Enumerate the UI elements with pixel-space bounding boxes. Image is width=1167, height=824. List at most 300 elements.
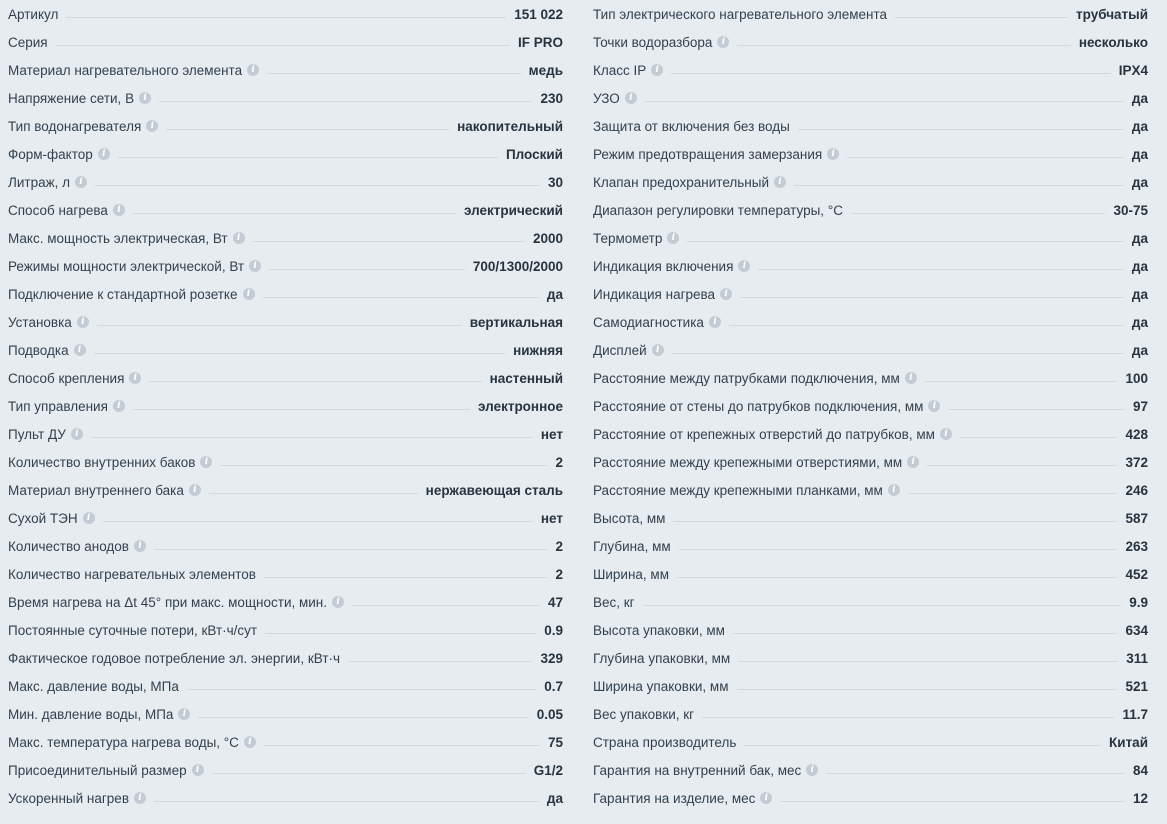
spec-label-text: Расстояние от стены до патрубков подключения, мм xyxy=(593,398,924,414)
spec-value: 2 xyxy=(555,538,563,554)
leader-line xyxy=(91,437,533,438)
spec-label-text: Дисплей xyxy=(593,342,647,358)
info-icon[interactable]: i xyxy=(651,64,663,76)
leader-line xyxy=(263,297,539,298)
spec-label-text: Термометр xyxy=(593,230,663,246)
spec-label xyxy=(8,371,141,386)
spec-value: G1/2 xyxy=(533,762,563,778)
info-icon[interactable]: i xyxy=(129,372,141,384)
spec-label xyxy=(8,343,86,358)
spec-row xyxy=(8,756,563,784)
spec-label xyxy=(8,791,146,806)
spec-label-text: Количество нагревательных элементов xyxy=(8,566,256,582)
leader-line xyxy=(758,269,1124,270)
leader-line xyxy=(645,101,1124,102)
info-icon[interactable]: i xyxy=(928,400,940,412)
spec-label xyxy=(593,147,839,162)
spec-label xyxy=(8,287,255,302)
leader-line xyxy=(94,353,505,354)
spec-label-text: Тип электрического нагревательного элемента xyxy=(593,6,888,22)
info-icon[interactable]: i xyxy=(71,428,83,440)
spec-row xyxy=(8,420,563,448)
leader-line xyxy=(352,605,540,606)
spec-label xyxy=(8,259,261,274)
spec-label xyxy=(8,119,158,134)
leader-line xyxy=(794,185,1124,186)
spec-value: да xyxy=(1131,314,1148,330)
spec-value: IPX4 xyxy=(1118,62,1148,78)
spec-row xyxy=(593,420,1148,448)
spec-row xyxy=(8,392,563,420)
spec-label-text: Фактическое годовое потребление эл. энергии, кВт·ч xyxy=(8,650,341,666)
spec-label xyxy=(593,651,730,666)
spec-row xyxy=(593,532,1148,560)
leader-line xyxy=(97,325,462,326)
spec-row xyxy=(593,448,1148,476)
spec-value: да xyxy=(1131,118,1148,134)
spec-row xyxy=(593,196,1148,224)
spec-value: да xyxy=(1131,230,1148,246)
info-icon[interactable]: i xyxy=(709,316,721,328)
spec-label xyxy=(8,63,259,78)
info-icon[interactable]: i xyxy=(667,232,679,244)
spec-row xyxy=(8,700,563,728)
spec-label xyxy=(8,91,151,106)
spec-label-text: Индикация включения xyxy=(593,258,734,274)
spec-row xyxy=(8,672,563,700)
spec-row xyxy=(8,56,563,84)
info-icon[interactable]: i xyxy=(827,148,839,160)
spec-label-text: Защита от включения без воды xyxy=(593,118,790,134)
leader-line xyxy=(267,73,521,74)
spec-label-text: Способ нагрева xyxy=(8,202,108,218)
spec-label xyxy=(8,623,257,638)
spec-label xyxy=(8,231,245,246)
info-icon[interactable]: i xyxy=(134,540,146,552)
leader-line xyxy=(265,633,536,634)
leader-line xyxy=(643,605,1122,606)
spec-value: да xyxy=(1131,258,1148,274)
spec-row xyxy=(8,196,563,224)
leader-line xyxy=(159,101,532,102)
spec-row xyxy=(8,0,563,28)
spec-label-text: Макс. давление воды, МПа xyxy=(8,678,179,694)
spec-label xyxy=(593,91,637,106)
spec-label xyxy=(8,679,179,694)
leader-line xyxy=(154,801,539,802)
spec-label-text: Тип водонагревателя xyxy=(8,118,142,134)
leader-line xyxy=(66,17,506,18)
spec-value: настенный xyxy=(489,370,563,386)
spec-label-text: Материал нагревательного элемента xyxy=(8,62,243,78)
spec-label xyxy=(593,763,818,778)
spec-label xyxy=(593,343,664,358)
info-icon[interactable]: i xyxy=(888,484,900,496)
info-icon[interactable]: i xyxy=(200,456,212,468)
spec-value: несколько xyxy=(1078,34,1148,50)
spec-label xyxy=(593,735,736,750)
spec-label-text: Режим предотвращения замерзания xyxy=(593,146,823,162)
spec-value: нет xyxy=(540,510,563,526)
spec-row xyxy=(593,644,1148,672)
spec-label xyxy=(8,595,344,610)
spec-value: 47 xyxy=(547,594,563,610)
spec-row xyxy=(593,756,1148,784)
spec-value: 75 xyxy=(547,734,563,750)
spec-value: 634 xyxy=(1125,622,1148,638)
spec-row xyxy=(8,476,563,504)
spec-value: 151 022 xyxy=(514,6,563,22)
spec-row xyxy=(593,252,1148,280)
info-icon[interactable]: i xyxy=(244,736,256,748)
spec-label-text: Макс. температура нагрева воды, °С xyxy=(8,734,239,750)
spec-label xyxy=(593,455,919,470)
info-icon[interactable]: i xyxy=(113,400,125,412)
spec-label xyxy=(8,651,340,666)
info-icon[interactable]: i xyxy=(189,484,201,496)
spec-label xyxy=(8,483,201,498)
info-icon[interactable]: i xyxy=(760,792,772,804)
info-icon[interactable]: i xyxy=(113,204,125,216)
leader-line xyxy=(740,297,1124,298)
spec-row xyxy=(8,532,563,560)
spec-value: Плоский xyxy=(505,146,563,162)
spec-value: 12 xyxy=(1132,790,1148,806)
leader-line xyxy=(166,129,449,130)
spec-value: вертикальная xyxy=(469,314,563,330)
spec-label xyxy=(593,259,750,274)
spec-row xyxy=(8,112,563,140)
spec-label xyxy=(8,763,204,778)
spec-label xyxy=(593,427,952,442)
leader-line xyxy=(738,661,1118,662)
spec-row xyxy=(593,588,1148,616)
spec-label xyxy=(593,63,663,78)
spec-value: IF PRO xyxy=(517,34,563,50)
info-icon[interactable]: i xyxy=(907,456,919,468)
spec-value: да xyxy=(1131,342,1148,358)
spec-label xyxy=(593,679,729,694)
spec-label-text: Глубина, мм xyxy=(593,538,671,554)
spec-row xyxy=(593,280,1148,308)
spec-label-text: Сухой ТЭН xyxy=(8,510,78,526)
spec-value: 100 xyxy=(1125,370,1148,386)
leader-line xyxy=(729,325,1124,326)
leader-line xyxy=(733,633,1118,634)
spec-value: 2 xyxy=(555,454,563,470)
info-icon[interactable]: i xyxy=(146,120,158,132)
spec-row xyxy=(8,784,563,812)
spec-value: 0.05 xyxy=(536,706,563,722)
info-icon[interactable]: i xyxy=(717,36,729,48)
spec-label-text: Точки водоразбора xyxy=(593,34,713,50)
spec-label xyxy=(8,455,212,470)
spec-value: электрический xyxy=(464,202,563,218)
spec-label xyxy=(8,315,89,330)
spec-row xyxy=(8,616,563,644)
info-icon[interactable]: i xyxy=(652,344,664,356)
spec-value: 0.9 xyxy=(544,622,563,638)
spec-value: да xyxy=(546,286,563,302)
spec-value: медь xyxy=(528,62,563,78)
spec-value: да xyxy=(1131,146,1148,162)
spec-value: да xyxy=(546,790,563,806)
info-icon[interactable]: i xyxy=(332,596,344,608)
spec-label-text: Глубина упаковки, мм xyxy=(593,650,731,666)
spec-row xyxy=(8,644,563,672)
spec-label xyxy=(8,539,146,554)
spec-row xyxy=(8,448,563,476)
spec-value: трубчатый xyxy=(1076,6,1148,22)
spec-row xyxy=(8,28,563,56)
spec-label xyxy=(8,203,125,218)
spec-label-text: Мин. давление воды, МПа xyxy=(8,706,174,722)
spec-row xyxy=(593,392,1148,420)
spec-value: 263 xyxy=(1125,538,1148,554)
spec-row xyxy=(593,0,1148,28)
leader-line xyxy=(737,689,1118,690)
leader-line xyxy=(925,381,1118,382)
spec-row xyxy=(8,84,563,112)
info-icon[interactable]: i xyxy=(625,92,637,104)
spec-row xyxy=(8,224,563,252)
spec-value: 2 xyxy=(555,566,563,582)
spec-label xyxy=(8,567,256,582)
leader-line xyxy=(264,577,548,578)
spec-label xyxy=(8,175,87,190)
spec-label xyxy=(8,7,58,22)
spec-label-text: Высота упаковки, мм xyxy=(593,622,725,638)
spec-row xyxy=(8,728,563,756)
info-icon[interactable]: i xyxy=(74,344,86,356)
info-icon[interactable]: i xyxy=(243,288,255,300)
spec-value: 700/1300/2000 xyxy=(472,258,563,274)
leader-line xyxy=(348,661,532,662)
spec-value: 246 xyxy=(1125,482,1148,498)
info-icon[interactable]: i xyxy=(139,92,151,104)
leader-line xyxy=(269,269,465,270)
spec-label xyxy=(593,119,790,134)
spec-label xyxy=(8,511,95,526)
spec-row xyxy=(593,616,1148,644)
spec-label xyxy=(593,35,729,50)
spec-row xyxy=(593,504,1148,532)
leader-line xyxy=(118,157,498,158)
spec-label-text: Индикация нагрева xyxy=(593,286,716,302)
spec-label xyxy=(593,203,843,218)
leader-line xyxy=(847,157,1124,158)
spec-label xyxy=(593,539,671,554)
info-icon[interactable]: i xyxy=(75,176,87,188)
leader-line xyxy=(780,801,1125,802)
spec-row xyxy=(593,28,1148,56)
spec-label-text: Тип управления xyxy=(8,398,108,414)
spec-label xyxy=(593,231,679,246)
spec-label-text: Ширина упаковки, мм xyxy=(593,678,729,694)
spec-label xyxy=(593,623,725,638)
spec-row xyxy=(593,364,1148,392)
spec-label-text: Режимы мощности электрической, Вт xyxy=(8,258,245,274)
spec-label-text: Гарантия на изделие, мес xyxy=(593,790,756,806)
spec-label-text: Время нагрева на Δt 45° при макс. мощности, мин. xyxy=(8,594,328,610)
specs-column-right xyxy=(593,0,1148,812)
spec-label xyxy=(8,427,83,442)
spec-label-text: Напряжение сети, В xyxy=(8,90,135,106)
spec-value: нержавеющая сталь xyxy=(425,482,563,498)
spec-value: 230 xyxy=(540,90,563,106)
specs-column-left xyxy=(8,0,563,812)
spec-label-text: Макс. мощность электрическая, Вт xyxy=(8,230,228,246)
leader-line xyxy=(895,17,1068,18)
spec-row xyxy=(593,336,1148,364)
spec-value: 372 xyxy=(1125,454,1148,470)
leader-line xyxy=(908,493,1118,494)
spec-row xyxy=(593,672,1148,700)
spec-label xyxy=(593,7,887,22)
info-icon[interactable]: i xyxy=(178,708,190,720)
spec-row xyxy=(593,224,1148,252)
spec-label xyxy=(593,511,665,526)
spec-label xyxy=(8,147,110,162)
info-icon[interactable]: i xyxy=(806,764,818,776)
spec-value: 452 xyxy=(1125,566,1148,582)
info-icon[interactable]: i xyxy=(249,260,261,272)
spec-label-text: Серия xyxy=(8,34,48,50)
spec-label xyxy=(593,595,635,610)
spec-value: нижняя xyxy=(513,342,563,358)
spec-row xyxy=(593,476,1148,504)
leader-line xyxy=(826,773,1125,774)
spec-row xyxy=(593,112,1148,140)
spec-row xyxy=(593,140,1148,168)
info-icon[interactable]: i xyxy=(720,288,732,300)
info-icon[interactable]: i xyxy=(192,764,204,776)
info-icon[interactable]: i xyxy=(83,512,95,524)
spec-label-text: Присоединительный размер xyxy=(8,762,187,778)
leader-line xyxy=(927,465,1117,466)
spec-value: нет xyxy=(540,426,563,442)
spec-label-text: Подключение к стандартной розетке xyxy=(8,286,238,302)
spec-label-text: Вес упаковки, кг xyxy=(593,706,695,722)
leader-line xyxy=(187,689,536,690)
leader-line xyxy=(264,745,540,746)
spec-row xyxy=(593,728,1148,756)
spec-label-text: Расстояние между патрубками подключения, мм xyxy=(593,370,900,386)
info-icon[interactable]: i xyxy=(774,176,786,188)
spec-label-text: Клапан предохранительный xyxy=(593,174,770,190)
leader-line xyxy=(133,409,470,410)
spec-label-text: УЗО xyxy=(593,90,620,106)
spec-value: электронное xyxy=(478,398,563,414)
spec-label-text: Установка xyxy=(8,314,72,330)
spec-row xyxy=(8,336,563,364)
spec-row xyxy=(8,560,563,588)
spec-row xyxy=(593,784,1148,812)
info-icon[interactable]: i xyxy=(134,792,146,804)
spec-label xyxy=(8,399,125,414)
spec-value: 11.7 xyxy=(1122,706,1148,722)
leader-line xyxy=(671,73,1110,74)
spec-label-text: Вес, кг xyxy=(593,594,635,610)
spec-value: да xyxy=(1131,90,1148,106)
info-icon[interactable]: i xyxy=(98,148,110,160)
info-icon[interactable]: i xyxy=(233,232,245,244)
spec-label-text: Диапазон регулировки температуры, °С xyxy=(593,202,843,218)
leader-line xyxy=(948,409,1125,410)
spec-value: 587 xyxy=(1125,510,1148,526)
leader-line xyxy=(149,381,481,382)
spec-label-text: Литраж, л xyxy=(8,174,71,190)
spec-label-text: Ширина, мм xyxy=(593,566,669,582)
leader-line xyxy=(687,241,1124,242)
info-icon[interactable]: i xyxy=(905,372,917,384)
spec-value: 0.7 xyxy=(544,678,563,694)
leader-line xyxy=(737,45,1070,46)
spec-row xyxy=(8,588,563,616)
leader-line xyxy=(209,493,418,494)
spec-label-text: Самодиагностика xyxy=(593,314,704,330)
spec-row xyxy=(8,280,563,308)
info-icon[interactable]: i xyxy=(738,260,750,272)
info-icon[interactable]: i xyxy=(247,64,259,76)
leader-line xyxy=(672,353,1124,354)
info-icon[interactable]: i xyxy=(940,428,952,440)
spec-label xyxy=(8,735,256,750)
spec-label xyxy=(593,315,721,330)
spec-label xyxy=(593,791,772,806)
spec-value: 97 xyxy=(1132,398,1148,414)
spec-value: да xyxy=(1131,286,1148,302)
spec-value: 329 xyxy=(540,650,563,666)
leader-line xyxy=(673,521,1117,522)
spec-label-text: Количество анодов xyxy=(8,538,129,554)
leader-line xyxy=(220,465,547,466)
spec-row xyxy=(8,308,563,336)
spec-label-text: Постоянные суточные потери, кВт·ч/сут xyxy=(8,622,258,638)
spec-label xyxy=(593,371,917,386)
leader-line xyxy=(798,129,1124,130)
spec-row xyxy=(593,700,1148,728)
spec-value: 84 xyxy=(1132,762,1148,778)
spec-row xyxy=(8,504,563,532)
spec-value: 428 xyxy=(1125,426,1148,442)
spec-label-text: Количество внутренних баков xyxy=(8,454,196,470)
spec-label-text: Страна производитель xyxy=(593,734,737,750)
leader-line xyxy=(253,241,525,242)
spec-label xyxy=(593,567,669,582)
spec-value: 9.9 xyxy=(1129,594,1148,610)
spec-value: 30 xyxy=(547,174,563,190)
leader-line xyxy=(851,213,1106,214)
spec-label-text: Подводка xyxy=(8,342,69,358)
spec-value: 521 xyxy=(1125,678,1148,694)
spec-row xyxy=(593,56,1148,84)
leader-line xyxy=(154,549,548,550)
spec-label xyxy=(593,287,732,302)
leader-line xyxy=(960,437,1118,438)
spec-label-text: Материал внутреннего бака xyxy=(8,482,184,498)
spec-row xyxy=(593,308,1148,336)
spec-row xyxy=(8,252,563,280)
spec-value: 2000 xyxy=(532,230,563,246)
spec-label xyxy=(8,707,190,722)
info-icon[interactable]: i xyxy=(77,316,89,328)
leader-line xyxy=(677,577,1117,578)
spec-row xyxy=(8,168,563,196)
leader-line xyxy=(95,185,540,186)
spec-value: да xyxy=(1131,174,1148,190)
spec-row xyxy=(593,168,1148,196)
